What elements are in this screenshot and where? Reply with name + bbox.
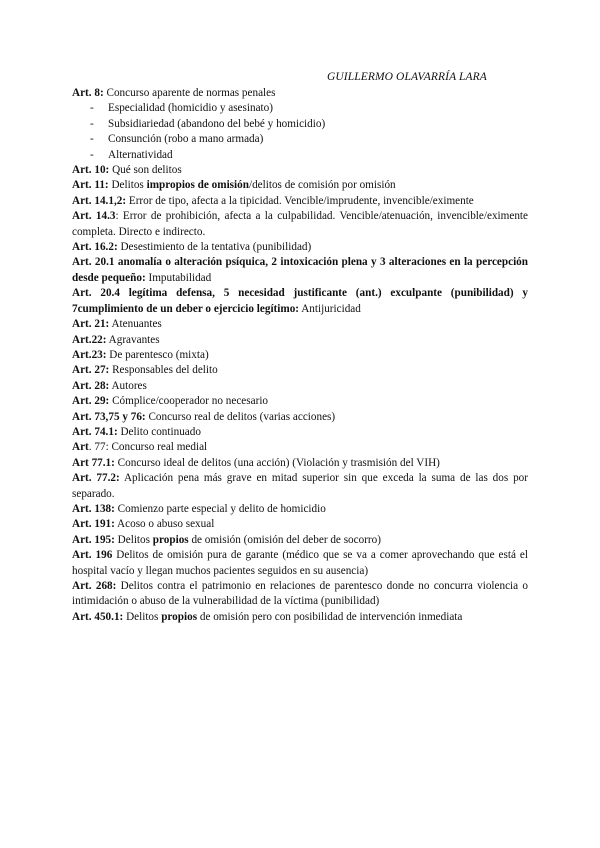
- article-10: Art. 10: Qué son delitos: [72, 164, 182, 177]
- article-label: Art. 8:: [72, 87, 104, 99]
- article-29: Art. 29: Cómplice/cooperador no necesario: [72, 395, 269, 408]
- article-77-2: Art. 77.2: Aplicación pena más grave en mitad superior sin que exceda la suma de las dos por separado.: [72, 472, 528, 500]
- author-header: GUILLERMO OLAVARRÍA LARA: [327, 71, 487, 83]
- article-label: Art. 28:: [72, 379, 110, 392]
- article-73-75-76: Art. 73,75 y 76: Concurso real de delitos (varias acciones): [72, 410, 336, 423]
- article-16-2: Art. 16.2: Desestimiento de la tentativa (punibilidad): [72, 241, 312, 254]
- article-450-1: Art. 450.1: Delitos propios de omisión pero con posibilidad de intervención inmediata: [72, 610, 463, 623]
- art8-sublist: [72, 101, 528, 163]
- article-label: Art. 20.1 anomalía o alteración psíquica, 2 intoxicación plena y 3 alteraciones en la percepción desde pequeño:: [72, 256, 528, 284]
- article-label: Art. 195:: [72, 533, 115, 546]
- article-21: Art. 21: Atenuantes: [72, 318, 162, 331]
- article-14-1-2: Art. 14.1,2: Error de tipo, afecta a la tipicidad. Vencible/imprudente, invencible/eximente: [72, 194, 474, 207]
- article-label: Art. 450.1:: [72, 610, 124, 623]
- article-22: Art.22: Agravantes: [72, 333, 160, 346]
- article-27: Art. 27: Responsables del delito: [72, 364, 218, 377]
- article-label: Art. 21:: [72, 318, 110, 331]
- article-label: Art. 20.4 legítima defensa, 5 necesidad justificante (ant.) exculpante (punibilidad) y 7cumplimiento de un deber o ejercicio legítimo:: [72, 287, 528, 315]
- article-label: Art.23:: [72, 348, 107, 361]
- article-138: Art. 138: Comienzo parte especial y delito de homicidio: [72, 502, 326, 515]
- article-label: Art. 268:: [72, 580, 117, 592]
- article-74-1: Art. 74.1: Delito continuado: [72, 425, 201, 438]
- article-text: Concurso aparente de normas penales: [103, 87, 276, 99]
- article-label: Art. 74.1:: [72, 425, 118, 438]
- article-label: Art. 14.1,2:: [72, 194, 127, 207]
- dash-bullet: -: [90, 117, 94, 130]
- article-label: Art. 29:: [72, 395, 110, 408]
- article-label: Art.22:: [72, 333, 107, 346]
- article-77: Art. 77: Concurso real medial: [72, 441, 208, 454]
- dash-bullet: -: [90, 133, 94, 146]
- article-label: Art. 27:: [72, 364, 110, 377]
- article-label: Art. 14.3: [72, 210, 116, 223]
- article-label: Art. 73,75 y 76:: [72, 410, 146, 423]
- article-196: Art. 196 Delitos de omisión pura de garante (médico que se va a comer aprovechando que está el hospital vacío y llegan muchos pacientes seguidos en su ausencia): [72, 549, 528, 577]
- article-label: Art. 16.2:: [72, 241, 118, 254]
- article-label: Art. 191:: [72, 518, 115, 531]
- article-label: Art 77.1:: [72, 456, 115, 469]
- article-191: Art. 191: Acoso o abuso sexual: [72, 518, 215, 531]
- article-label: Art. 196: [72, 549, 113, 562]
- list-item: - Alternatividad: [72, 148, 528, 163]
- article-14-3: Art. 14.3: Error de prohibición, afecta a la culpabilidad. Vencible/atenuación, invencible/eximente completa. Directo e indirecto.: [72, 210, 528, 238]
- article-8: [72, 86, 528, 101]
- article-label: Art. 10:: [72, 164, 110, 177]
- list-item: - Consunción (robo a mano armada): [72, 132, 528, 147]
- dash-bullet: -: [90, 102, 94, 115]
- article-23: Art.23: De parentesco (mixta): [72, 348, 209, 361]
- article-11: Art. 11: Delitos impropios de omisión/delitos de comisión por omisión: [72, 179, 396, 192]
- article-28: Art. 28: Autores: [72, 379, 147, 392]
- article-label: Art: [72, 441, 89, 454]
- article-20-4: Art. 20.4 legítima defensa, 5 necesidad justificante (ant.) exculpante (punibilidad) y 7cumplimiento de un deber o ejercicio legítimo: Antijuricidad: [72, 287, 528, 315]
- article-list: [72, 86, 528, 625]
- article-label: Art. 77.2:: [72, 472, 120, 485]
- article-195: Art. 195: Delitos propios de omisión (omisión del deber de socorro): [72, 533, 381, 546]
- article-77-1: Art 77.1: Concurso ideal de delitos (una acción) (Violación y trasmisión del VIH): [72, 456, 440, 469]
- list-item: - Especialidad (homicidio y asesinato): [72, 101, 528, 116]
- dash-bullet: -: [90, 148, 94, 161]
- article-label: Art. 138:: [72, 502, 115, 515]
- article-268: Art. 268: Delitos contra el patrimonio en relaciones de parentesco donde no concurra violencia o intimidación o abuso de la vulnerabilidad de la víctima (punibilidad): [72, 580, 528, 608]
- article-20-1: Art. 20.1 anomalía o alteración psíquica, 2 intoxicación plena y 3 alteraciones en la percepción desde pequeño: Imputabilidad: [72, 256, 528, 284]
- article-label: Art. 11:: [72, 179, 109, 192]
- list-item: - Subsidiariedad (abandono del bebé y homicidio): [72, 117, 528, 132]
